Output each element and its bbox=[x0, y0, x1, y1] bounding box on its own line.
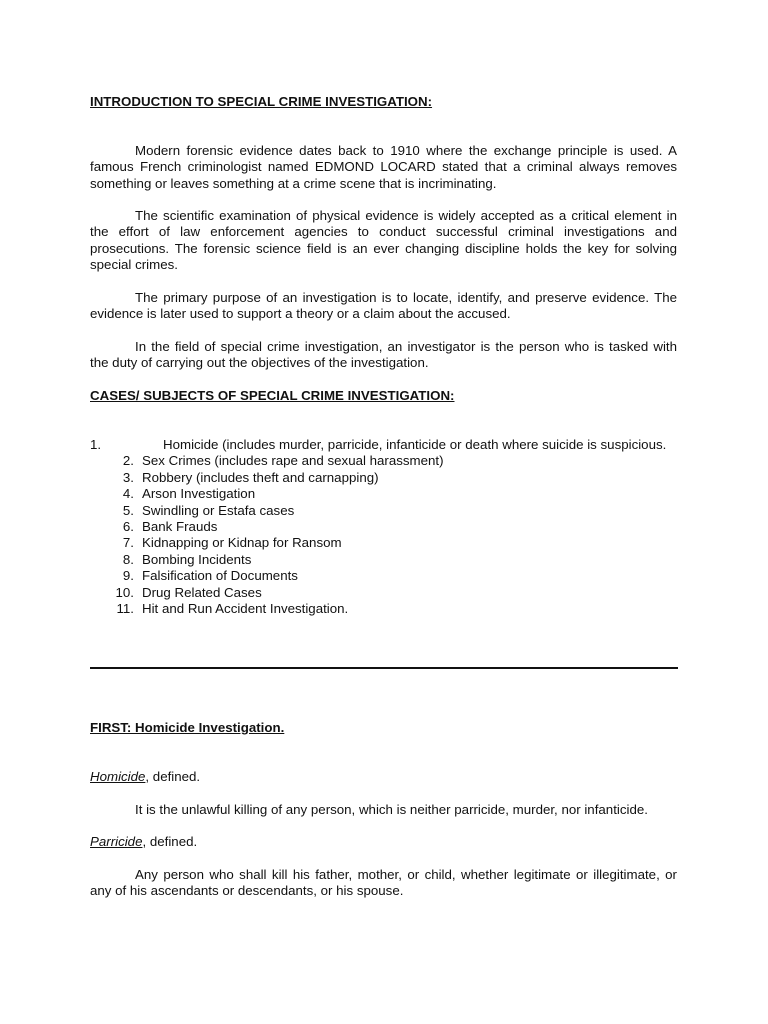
list-item-text: Hit and Run Accident Investigation. bbox=[142, 601, 349, 617]
intro-paragraph-1: Modern forensic evidence dates back to 1910 where the exchange principle is used. A famous French criminologist named EDMOND LOCARD stated that a criminal always removes something or leaves something at a crime scene that is incriminating. bbox=[90, 143, 677, 191]
list-item-number: 5. bbox=[122, 502, 134, 518]
list-item bbox=[90, 568, 677, 584]
list-item-text: Bombing Incidents bbox=[142, 551, 252, 567]
list-item-text: Drug Related Cases bbox=[142, 584, 262, 600]
intro-heading: INTRODUCTION TO SPECIAL CRIME INVESTIGATION: bbox=[90, 94, 433, 109]
list-item bbox=[90, 552, 677, 568]
parricide-term-suffix: , defined. bbox=[142, 834, 198, 849]
list-item-number: 2. bbox=[122, 453, 134, 469]
intro-paragraph-2: The scientific examination of physical evidence is widely accepted as a critical element in the effort of law enforcement agencies to conduct successful criminal investigations and prosecutions. The forensic science field is an ever changing discipline holds the key for solving special crimes. bbox=[90, 208, 677, 273]
parricide-definition: Any person who shall kill his father, mother, or child, whether legitimate or illegitimate, or any of his ascendants or descendants, or his spouse. bbox=[90, 867, 677, 899]
list-item-text: Arson Investigation bbox=[142, 486, 256, 502]
list-item bbox=[90, 585, 677, 601]
list-item-number: 7. bbox=[122, 535, 134, 551]
horizontal-divider bbox=[90, 667, 678, 669]
list-item bbox=[90, 503, 677, 519]
list-item-text: Robbery (includes theft and carnapping) bbox=[142, 469, 379, 485]
list-item bbox=[90, 601, 677, 617]
first-section-heading: FIRST: Homicide Investigation. bbox=[90, 720, 285, 735]
cases-heading: CASES/ SUBJECTS OF SPECIAL CRIME INVESTIGATION: bbox=[90, 388, 455, 403]
list-item bbox=[90, 486, 677, 502]
list-item-text: Falsification of Documents bbox=[142, 568, 298, 584]
list-item bbox=[90, 519, 677, 535]
list-item bbox=[90, 470, 677, 486]
list-item-number: 10. bbox=[115, 584, 134, 600]
homicide-term-suffix: , defined. bbox=[145, 769, 201, 784]
list-item-text: Bank Frauds bbox=[142, 519, 218, 535]
list-item-text: Kidnapping or Kidnap for Ransom bbox=[142, 535, 342, 551]
parricide-term: Parricide bbox=[90, 834, 143, 849]
list-item-number: 9. bbox=[122, 568, 134, 584]
list-item-text: Sex Crimes (includes rape and sexual harassment) bbox=[142, 453, 444, 469]
list-item bbox=[90, 535, 677, 551]
list-item-number: 6. bbox=[122, 519, 134, 535]
list-item bbox=[90, 453, 677, 469]
list-item bbox=[90, 437, 677, 453]
list-item-number: 4. bbox=[122, 486, 134, 502]
list-item-number: 11. bbox=[116, 601, 134, 617]
cases-list bbox=[90, 437, 677, 617]
parricide-term-line bbox=[90, 834, 197, 849]
list-item-number: 8. bbox=[122, 551, 134, 567]
intro-paragraph-4: In the field of special crime investigation, an investigator is the person who is tasked with the duty of carrying out the objectives of the investigation. bbox=[90, 339, 677, 371]
homicide-term-line bbox=[90, 769, 200, 784]
list-item-text: Homicide (includes murder, parricide, infanticide or death where suicide is suspicious. bbox=[163, 437, 667, 452]
list-item-number: 3. bbox=[122, 469, 134, 485]
homicide-term: Homicide bbox=[90, 769, 146, 784]
intro-paragraph-3: The primary purpose of an investigation is to locate, identify, and preserve evidence. The evidence is later used to support a theory or a claim about the accused. bbox=[90, 290, 677, 322]
homicide-definition: It is the unlawful killing of any person, which is neither parricide, murder, nor infanticide. bbox=[135, 802, 648, 817]
list-item-text: Swindling or Estafa cases bbox=[142, 502, 295, 518]
list-item-number: 1. bbox=[90, 437, 102, 452]
